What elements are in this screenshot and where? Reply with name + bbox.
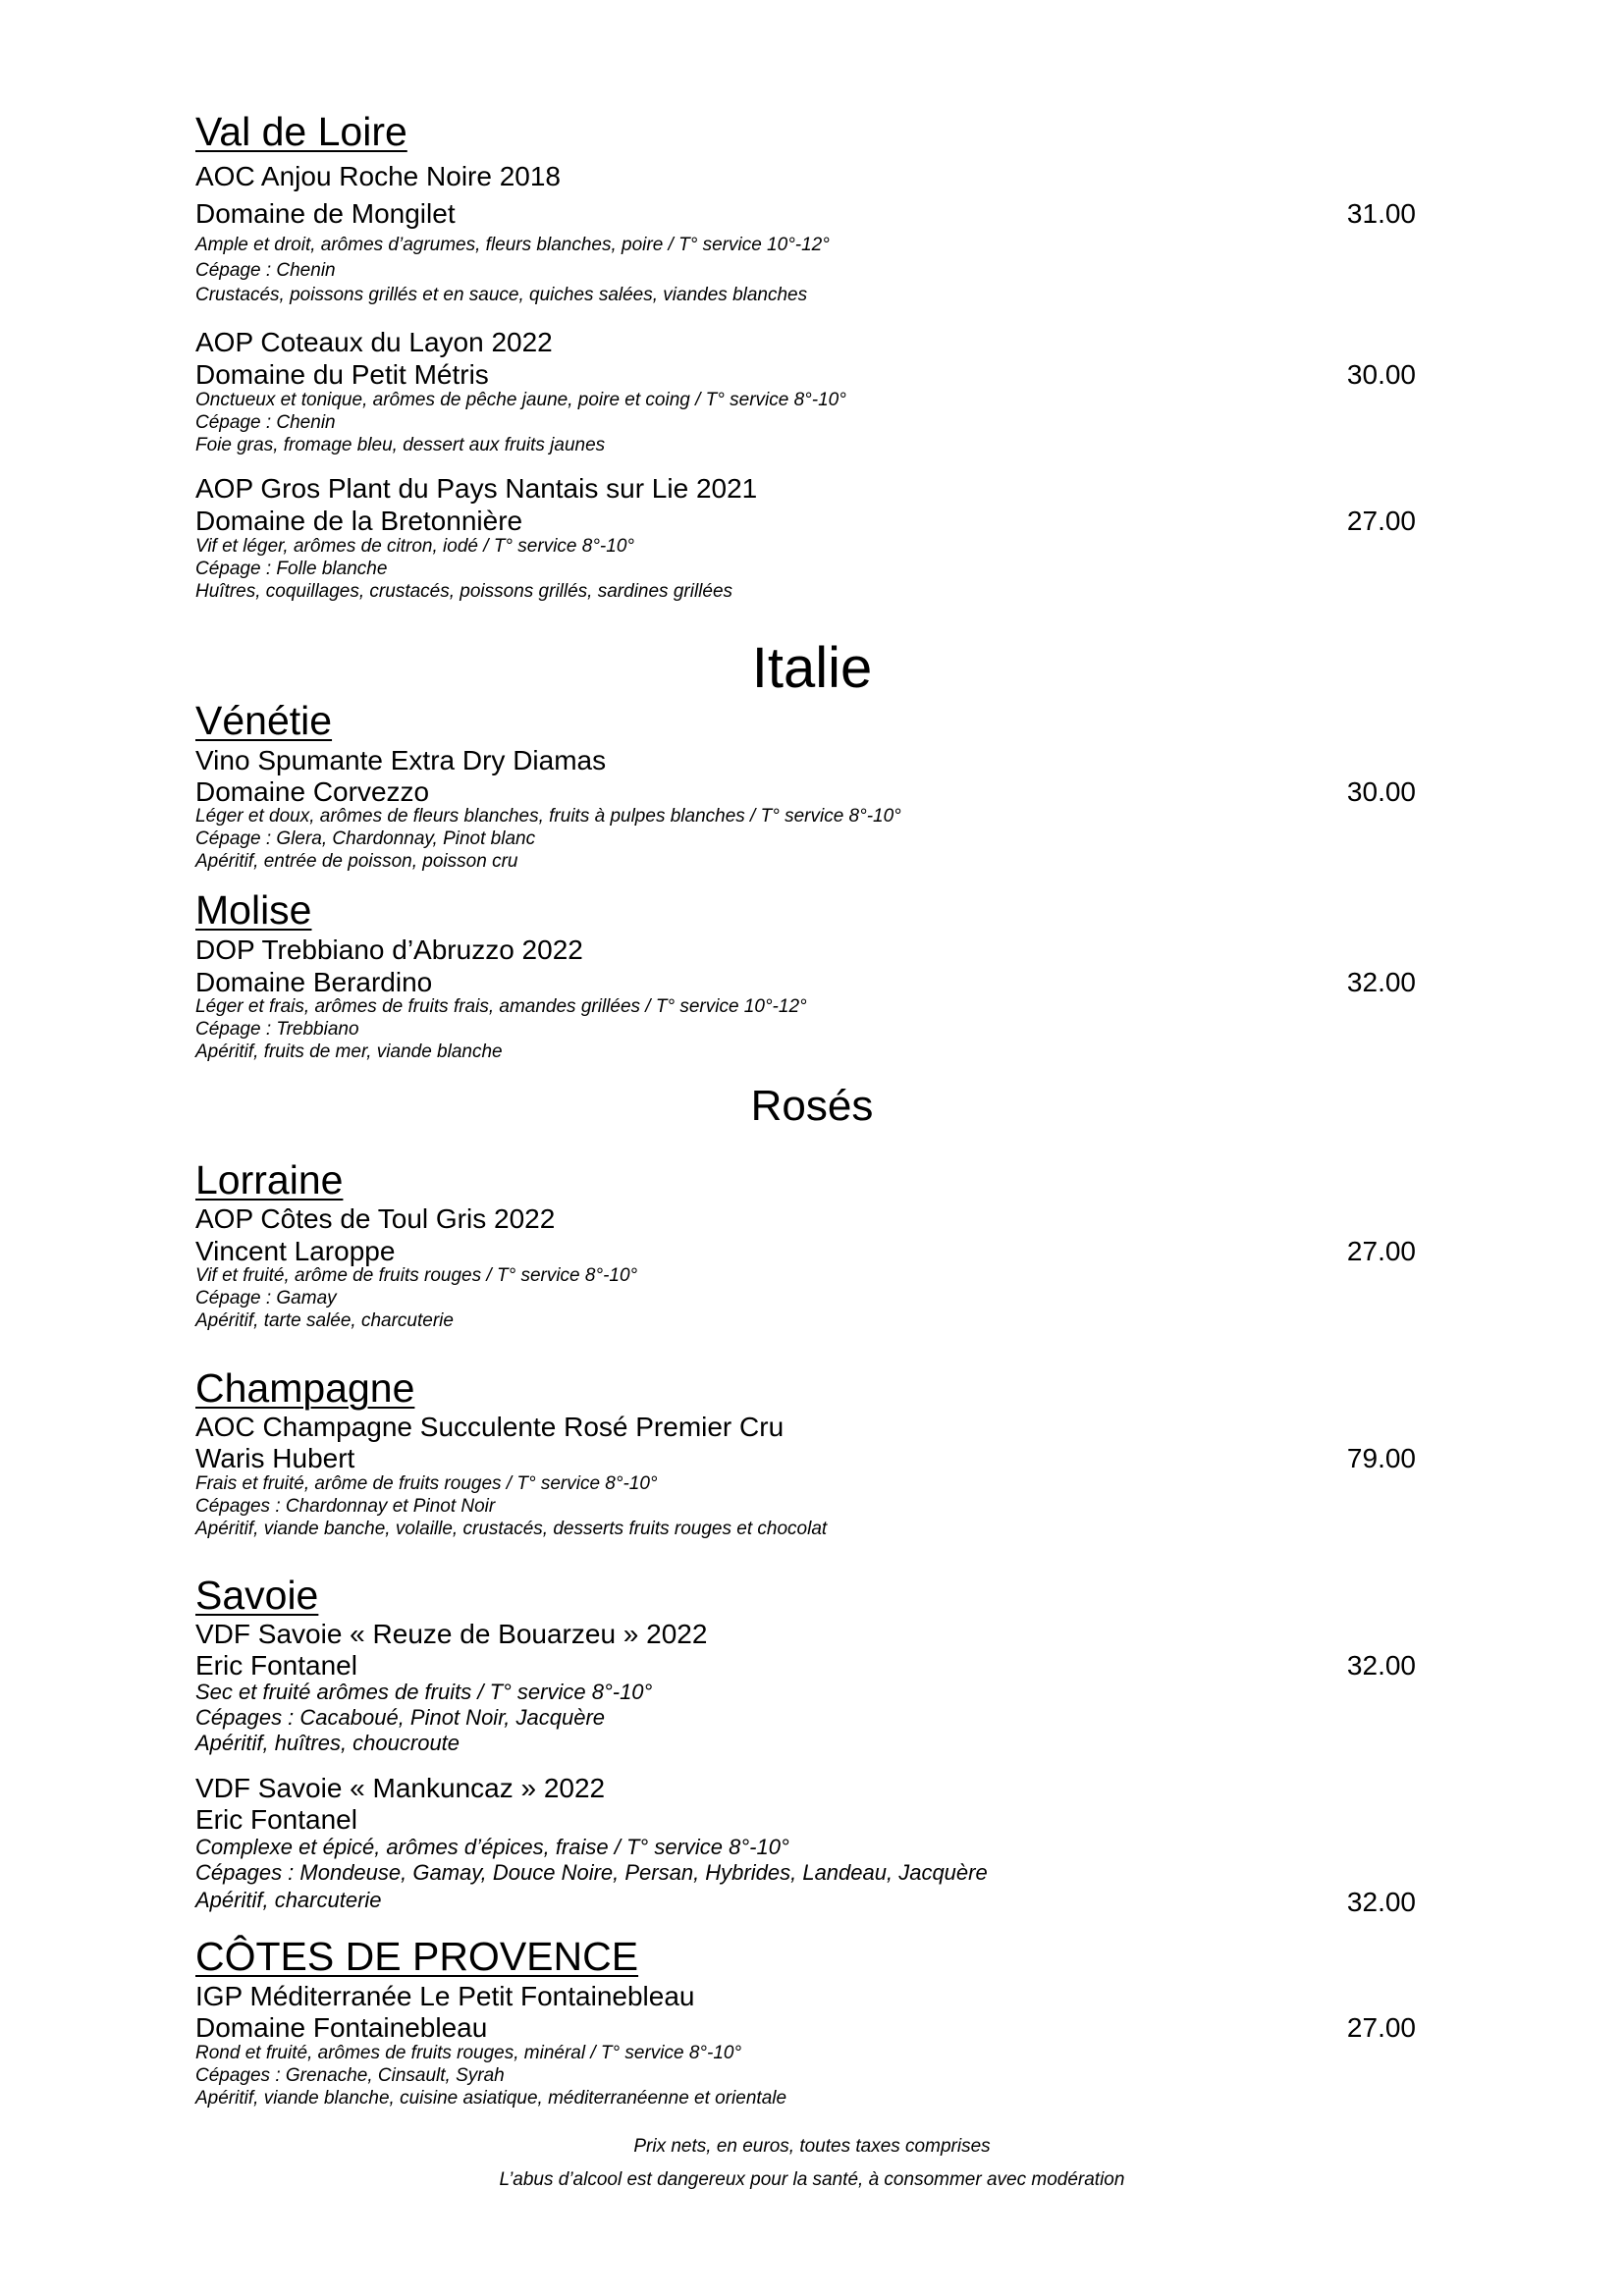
wine-domain: Domaine de la Bretonnière <box>195 506 523 536</box>
wine-grape: Cépage : Gamay <box>195 1288 337 1308</box>
wine-description: Complexe et épicé, arômes d’épices, fraise / T° service 8°-10° <box>195 1835 789 1859</box>
section-heading-champagne: Champagne <box>195 1365 415 1411</box>
section-heading-val-de-loire: Val de Loire <box>195 109 407 154</box>
wine-domain: Eric Fontanel <box>195 1650 357 1681</box>
wine-grape: Cépage : Chenin <box>195 412 336 433</box>
wine-price: 30.00 <box>1346 359 1416 390</box>
wine-grape: Cépages : Cacaboué, Pinot Noir, Jacquère <box>195 1705 606 1730</box>
wine-price: 32.00 <box>1346 1650 1416 1681</box>
wine-domain: Eric Fontanel <box>195 1804 357 1835</box>
wine-title: AOP Gros Plant du Pays Nantais sur Lie 2021 <box>195 473 758 504</box>
wine-domain: Domaine Fontainebleau <box>195 2012 488 2043</box>
wine-title: AOP Coteaux du Layon 2022 <box>195 327 553 357</box>
wine-grape: Cépage : Glera, Chardonnay, Pinot blanc <box>195 828 536 849</box>
wine-pairing: Apéritif, huîtres, choucroute <box>195 1731 460 1755</box>
wine-domain: Domaine du Petit Métris <box>195 359 489 390</box>
wine-grape: Cépages : Grenache, Cinsault, Syrah <box>195 2065 505 2086</box>
section-heading-lorraine: Lorraine <box>195 1157 344 1202</box>
wine-domain: Vincent Laroppe <box>195 1236 396 1266</box>
wine-grape: Cépages : Mondeuse, Gamay, Douce Noire, Persan, Hybrides, Landeau, Jacquère <box>195 1860 988 1885</box>
wine-grape: Cépage : Chenin <box>195 260 336 281</box>
wine-pairing: Foie gras, fromage bleu, dessert aux fruits jaunes <box>195 435 606 455</box>
footer-alcohol-warning: L’abus d’alcool est dangereux pour la santé, à consommer avec modération <box>499 2169 1125 2190</box>
wine-pairing: Crustacés, poissons grillés et en sauce, quiches salées, viandes blanches <box>195 285 808 305</box>
wine-domain: Domaine Berardino <box>195 967 433 997</box>
wine-description: Léger et frais, arômes de fruits frais, amandes grillées / T° service 10°-12° <box>195 996 807 1017</box>
wine-price: 27.00 <box>1346 1236 1416 1266</box>
section-heading-savoie: Savoie <box>195 1573 319 1618</box>
wine-description: Ample et droit, arômes d’agrumes, fleurs blanches, poire / T° service 10°-12° <box>195 235 830 255</box>
wine-pairing: Apéritif, viande blanche, cuisine asiatique, méditerranéenne et orientale <box>195 2088 787 2109</box>
wine-description: Vif et léger, arômes de citron, iodé / T° service 8°-10° <box>195 536 634 557</box>
wine-price: 32.00 <box>1346 1887 1416 1917</box>
wine-title: AOC Anjou Roche Noire 2018 <box>195 161 561 191</box>
wine-grape: Cépage : Trebbiano <box>195 1019 359 1040</box>
wine-pairing: Apéritif, entrée de poisson, poisson cru <box>195 851 518 872</box>
wine-domain: Domaine de Mongilet <box>195 198 456 229</box>
wine-price: 32.00 <box>1346 967 1416 997</box>
country-heading-roses: Rosés <box>750 1082 874 1130</box>
wine-description: Frais et fruité, arôme de fruits rouges / T° service 8°-10° <box>195 1473 658 1494</box>
section-heading-cotes-de-provence: CÔTES DE PROVENCE <box>195 1934 639 1979</box>
wine-price: 27.00 <box>1346 506 1416 536</box>
wine-domain: Domaine Corvezzo <box>195 776 430 807</box>
wine-description: Léger et doux, arômes de fleurs blanches, fruits à pulpes blanches / T° service 8°-10° <box>195 806 901 827</box>
wine-domain: Waris Hubert <box>195 1443 355 1473</box>
wine-grape: Cépages : Chardonnay et Pinot Noir <box>195 1496 496 1517</box>
wine-title: AOC Champagne Succulente Rosé Premier Cru <box>195 1412 785 1442</box>
wine-title: VDF Savoie « Mankuncaz » 2022 <box>195 1773 606 1803</box>
wine-pairing: Apéritif, viande banche, volaille, crustacés, desserts fruits rouges et chocolat <box>195 1519 828 1539</box>
country-heading-italie: Italie <box>751 636 873 700</box>
wine-pairing: Apéritif, tarte salée, charcuterie <box>195 1310 454 1331</box>
wine-description: Vif et fruité, arôme de fruits rouges / T° service 8°-10° <box>195 1265 638 1286</box>
footer-prices-note: Prix nets, en euros, toutes taxes comprises <box>633 2136 991 2157</box>
wine-title: IGP Méditerranée Le Petit Fontainebleau <box>195 1981 695 2011</box>
wine-pairing: Apéritif, charcuterie <box>195 1888 382 1912</box>
wine-pairing: Huîtres, coquillages, crustacés, poissons grillés, sardines grillées <box>195 581 733 602</box>
wine-description: Sec et fruité arômes de fruits / T° service 8°-10° <box>195 1680 653 1704</box>
wine-title: Vino Spumante Extra Dry Diamas <box>195 745 607 775</box>
wine-price: 30.00 <box>1346 776 1416 807</box>
wine-title: DOP Trebbiano d’Abruzzo 2022 <box>195 934 583 965</box>
wine-grape: Cépage : Folle blanche <box>195 559 388 579</box>
wine-pairing: Apéritif, fruits de mer, viande blanche <box>195 1041 503 1062</box>
wine-description: Onctueux et tonique, arômes de pêche jaune, poire et coing / T° service 8°-10° <box>195 390 846 410</box>
section-heading-venetie: Vénétie <box>195 698 333 743</box>
wine-price: 27.00 <box>1346 2012 1416 2043</box>
wine-price: 79.00 <box>1346 1443 1416 1473</box>
wine-title: VDF Savoie « Reuze de Bouarzeu » 2022 <box>195 1619 708 1649</box>
section-heading-molise: Molise <box>195 887 312 933</box>
wine-price: 31.00 <box>1346 198 1416 229</box>
wine-title: AOP Côtes de Toul Gris 2022 <box>195 1203 556 1234</box>
wine-description: Rond et fruité, arômes de fruits rouges, minéral / T° service 8°-10° <box>195 2043 742 2063</box>
